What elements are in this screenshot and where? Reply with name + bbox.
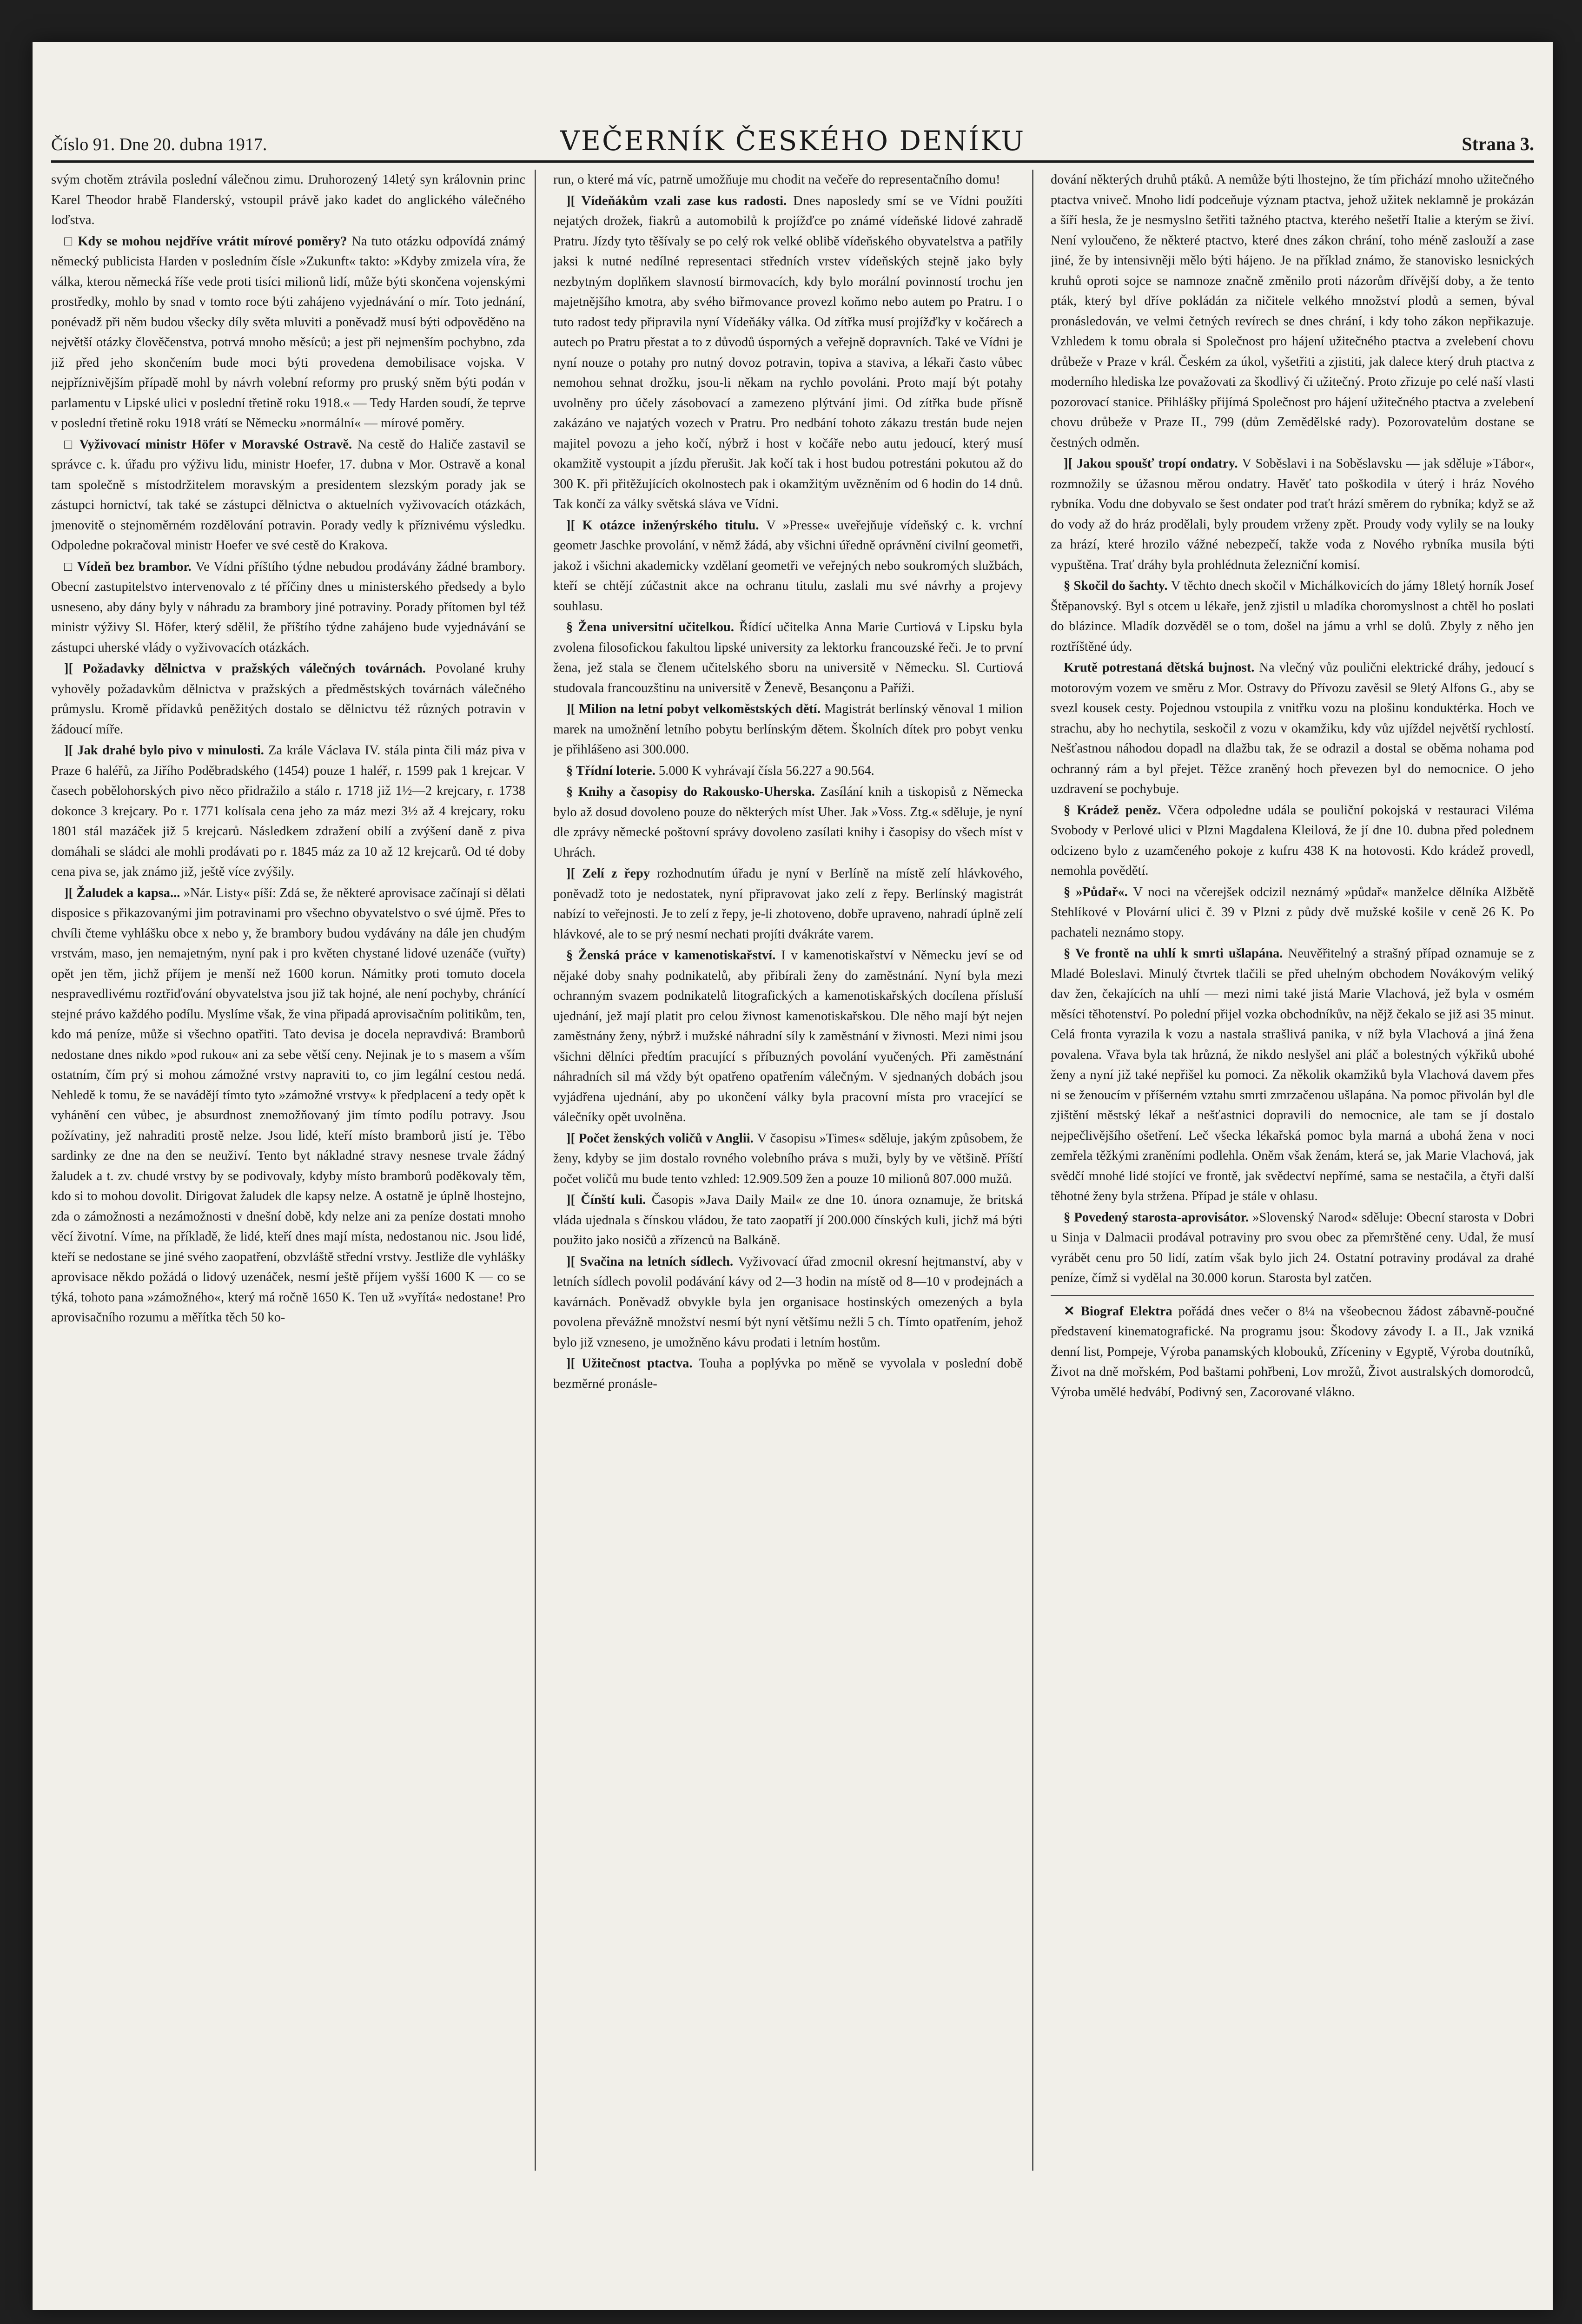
article-body: Zasílání knih a tiskopisů z Německa bylo až dosud dovoleno pouze do některých míst Uher. Jak »Voss. Ztg.« sděluje, je nyní dle zprávy německé poštovní správy dovoleno zasílati knihy i časopisy do všech míst v Uhrách. bbox=[553, 785, 1023, 860]
article-paragraph bbox=[51, 557, 525, 658]
article-paragraph bbox=[51, 740, 525, 882]
article-headline: □ Kdy se mohou nejdříve vrátit mírové poměry? bbox=[64, 234, 352, 249]
article-headline: ][ Jakou spoušť tropí ondatry. bbox=[1064, 456, 1242, 471]
article-paragraph bbox=[1051, 1208, 1534, 1288]
article-body: 5.000 K vyhrávají čísla 56.227 a 90.564. bbox=[658, 763, 874, 778]
article-headline: ][ Milion na letní pobyt velkoměstských dětí. bbox=[566, 702, 825, 716]
article-body: »Slovenský Narod« sděluje: Obecní starosta v Dobri u Sinja v Dalmacii prodával potraviny pro svou obec za přemrštěné ceny. Udal, že musí vyrábět cenu pro 50 lidí, zatím však bylo jich 24. Ostatní potraviny prodával za drahé peníze, čímž si vydělal na 30.000 korun. Starosta byl zatčen. bbox=[1051, 1210, 1534, 1285]
article-body: V Soběslavi i na Soběslavsku — jak sděluje »Tábor«, rozmnožily se úžasnou měrou ondatry. Havěť tato poškodila v úterý i hráz Nového rybníka. Vodu dne dobyvalo se šest ondater pod traťt hrází směrem do rybníka; když se až do vody až do hráz prodělali, byly proudem vrženy zpět. Proudy vody vylily se na louky za hrází, které hrozilo vážné nebezpečí, takže voda z Nového rybníka musila býti vypuštěna. Trať dráhy byla prohlédnuta železniční komisí. bbox=[1051, 456, 1534, 572]
article-paragraph bbox=[553, 1353, 1023, 1394]
article-paragraph bbox=[553, 782, 1023, 863]
article-headline: § Knihy a časopisy do Rakousko-Uherska. bbox=[566, 785, 821, 799]
issue-date: Číslo 91. Dne 20. dubna 1917. bbox=[51, 135, 267, 154]
article-body: run, o které má víc, patrně umožňuje mu chodit na večeře do representačního domu! bbox=[553, 172, 1000, 187]
article-paragraph bbox=[553, 515, 1023, 617]
article-headline: ][ Užitečnost ptactva. bbox=[566, 1356, 699, 1371]
article-body: V časopisu »Times« sděluje, jakým způsobem, že ženy, kdyby se jim dostalo rovného volebního práva s muži, byly by ve většině. Příští počet voličů mu bude tento vzhled: 12.909.509 žen a pouze 10 milionů 807.000 mužů. bbox=[553, 1131, 1023, 1186]
article-paragraph bbox=[1051, 1301, 1534, 1403]
article-headline: § Skočil do šachty. bbox=[1064, 579, 1171, 593]
article-headline: ][ Žaludek a kapsa... bbox=[64, 885, 184, 900]
article-paragraph bbox=[1051, 576, 1534, 657]
article-body: Dnes naposledy smí se ve Vídni použíti nejatých drožek, fiakrů a automobilů k projížďce po známé vídeňské lidové zahradě Pratru. Jízdy tyto těšívaly se po celý rok velké oblibě vídeňského obyvatelstva a patřily jaksi k nutné nedílné representaci středních vrstev vídeňských stejně jako byly nezbytným doplňkem slavností birmovacích, kdy bylo morální povinností trochu jen majetnějšího kmotra, aby svého biřmovance provezl koňmo nebo autem po Pratru. I o tuto radost tedy připravila nyní Vídeňáky válka. Od zítřka musí projížďky v kočárech a autech po Pratru přestat a to z důvodů úsporných a veřejně dopravních. Také ve Vídni je nyní nouze o potahy pro nutný dovoz potravin, topiva a staviva, a lékaři často vůbec nemohou sehnat drožku, jsou-li někam na rychlo povoláni. Proto mají být potahy uvolněny pro účely zásobovací a zamezeno plýtvání jimi. Od zítřka bude přísně zakázáno ve najatých vozech v Pratru. Pro nedbání tohoto zákazu trestán bude nejen majitel povozu a jeho kočí, nýbrž i host v kočáře nebo autu jedoucí, který musí okamžitě vystoupit a jízdu přerušit. Jak kočí tak i host budou potrestáni pokutou až do 300 K. při přitěžujících okolnostech pak i okamžitým uvězněním od 6 hodin do 14 dnů. Tak končí za války světská sláva ve Vídni. bbox=[553, 193, 1023, 511]
article-headline: ][ K otázce inženýrského titulu. bbox=[566, 518, 767, 533]
article-body: svým chotěm ztrávila poslední válečnou zimu. Druhorozený 14letý syn královnin princ Karel Theodor hrabě Flanderský, vstoupil právě jako kadet do anglického válečného loďstva. bbox=[51, 172, 525, 227]
article-paragraph bbox=[553, 945, 1023, 1128]
article-body: Na tuto otázku odpovídá známý německý publicista Harden v posledním čísle »Zukunft« takto: »Kdyby zmizela víra, že válka, kterou německá říše vede proti tisíci milionů lidí, může býti skončena vojenskými prostředky, mohlo by snad v tomto roce býti zahájeno vyjednávání o mír. Toto jednání, ponévadž při něm budou všecky díly světa mluviti a poněvadž musí býti odpověděno na největší otázky člověčenstva, potrvá mnoho měsíců; a jest při nejmenším pochybno, zda již před jeho skončením bude moci býti provedena demobilisace vojska. V nejpříznivějším případě mohl by návrh volební reformy pro pruský sněm býti podán v parlamentu v Lipské ulici v poslední třetině roku 1918.« — Tedy Harden soudí, že teprve v poslední třetině roku 1918 vrátí se Německu »normální« — mírové poměry. bbox=[51, 234, 525, 430]
article-paragraph bbox=[51, 435, 525, 556]
article-headline: § Žena universitní učitelkou. bbox=[566, 620, 740, 634]
article-body: Řídící učitelka Anna Marie Curtiová v Lipsku byla zvolena filosofickou fakultou lipské university za lektorku francouzské řeči. Je to první žena, jež stala se členem učitelského sboru na universitě v Německu. Sl. Curtiová studovala francouzštinu na universitě v Ženevě, Besançonu a Paříži. bbox=[553, 620, 1023, 695]
article-headline: ][ Svačina na letních sídlech. bbox=[566, 1254, 738, 1269]
page-number: Strana 3. bbox=[1462, 133, 1534, 154]
article-headline: ][ Čínští kuli. bbox=[566, 1193, 652, 1207]
article-paragraph bbox=[1051, 454, 1534, 575]
article-body: V »Presse« uveřejňuje vídeňský c. k. vrchní geometr Jaschke provolání, v němž žádá, aby všichni úředně oprávnění civilní geometři, jakož i všichni akademicky vzdělaní geometři ve veřejných nebo soukromých službách, kteří se chtějí zúčastnit akce na ochranu titulu, zaslali mu své návrhy a projevy souhlasu. bbox=[553, 518, 1023, 614]
article-headline: § Povedený starosta-aprovisátor. bbox=[1064, 1210, 1253, 1225]
article-paragraph bbox=[553, 1190, 1023, 1251]
article-body: Na vlečný vůz poulični elektrické dráhy, jedoucí s motorovým vozem ve směru z Mor. Ostravy do Přívozu zavěsil se 9letý Alfons G., aby se svezl kousek cesty. Pojednou vstoupila z vnitřku vozu na plošinu konduktérka. Hoch ve strachu, aby ho nechytila, seskočil z vozu v okamžiku, kdy vůz ujíždel největší rychlostí. Nešťastnou náhodou dopadl na dlažbu tak, že se odrazil a dostal se oběma nohama pod ochranný rám a byl přejet. Těžce zraněný hoch převezen byl do nemocnice. O jeho uzdravení se pochybuje. bbox=[1051, 660, 1534, 796]
column-2 bbox=[553, 170, 1023, 2291]
article-body: Touha a poplývka po měně se vyvolala v poslední době bezměrné pronásle- bbox=[553, 1356, 1023, 1391]
article-body: I v kamenotiskařství v Německu jeví se od nějaké doby snahy podnikatelů, aby přibírali ženy do zaměstnání. Nyní byla mezi ochranným svazem podnikatelů litografických a kamenotiskařských docílena přísluší ujednání, jež mají platit pro celou živnost kamenotiskařskou. Dle něho mají být nejen zaměstnány ženy, nýbrž i mužské náhradní síly k zaměstnání v živnosti. Mezi nimi jsou všichni dělníci předtím pracující s příbuzných povolání vyučených. Při zaměstnání náhradních sil má vždy být opatřeno opatřením válečným. V sjednaných dobách jsou vyjádřena ujednání, aby po ukončení války byla pracovní místa pro vracející se válečníky opět uvolněna. bbox=[553, 948, 1023, 1124]
article-columns bbox=[51, 170, 1534, 2291]
article-paragraph bbox=[553, 170, 1023, 190]
article-paragraph bbox=[553, 761, 1023, 781]
article-headline: ][ Počet ženských voličů v Anglii. bbox=[566, 1131, 757, 1146]
article-body: Časopis »Java Daily Mail« ze dne 10. února oznamuje, že britská vláda ujednala s čínskou vládou, že tato zaopatří jí 200.000 čínských kuli, jichž má býti použito jako nosičů a zřízenců na Balkáně. bbox=[553, 1193, 1023, 1248]
article-paragraph bbox=[1051, 170, 1534, 453]
article-headline: § Krádež peněz. bbox=[1064, 803, 1168, 818]
article-paragraph bbox=[1051, 882, 1534, 943]
article-headline: □ Vyživovací ministr Höfer v Moravské Ostravě. bbox=[64, 437, 357, 452]
article-body: Povolané kruhy vyhověly požadavkům dělnictva v pražských a předměstských továrnách válečného průmyslu. Kromě přídavků peněžitých dostalo se dělnictvu též různých potravin v žádoucí míře. bbox=[51, 661, 525, 737]
article-body: Vyživovací úřad zmocnil okresní hejtmanství, aby v letních sídlech povolil podávání kávy od 2—3 hodin na místě od 8—10 v prodejnách a kavárnách. Poněvadž obvykle byla jen organisace hostinských omezených a byla povolena převážně množství nesmí být nyní většímu nežli 5 ch. Tímto opatřením, jehož bylo již vzneseno, je umožněno kávu prodati i letním hostům. bbox=[553, 1254, 1023, 1350]
article-body: Ve Vídni příštího týdne nebudou prodávány žádné brambory. Obecní zastupitelstvo intervenovalo z té příčiny dnes u ministerského předsedy a bylo usneseno, aby dány byly v náhradu za brambory jiné potraviny. Porady přítomen byl též ministr výživy Sl. Höfer, který sdělil, že příštího týdne zahájeno bude vyjednávání se zástupci uherské vlády o vyživovacích otázkách. bbox=[51, 559, 525, 655]
article-paragraph bbox=[51, 883, 525, 1328]
article-headline: ][ Zelí z řepy bbox=[566, 866, 657, 881]
article-paragraph bbox=[553, 699, 1023, 760]
article-body: Magistrát berlínský věnoval 1 milion marek na umožnění letního pobytu berlínským dětem. Školních dítek pro pobyt venku je přihlášeno asi 300.000. bbox=[553, 702, 1023, 757]
article-body: Včera odpoledne udála se pouliční pokojská v restauraci Viléma Svobody v Perlové ulici v Plzni Magdalena Kleilová, že jí dne 10. dubna před polednem odcizeno bylo z uzamčeného pokoje z kufru 438 K na hotovosti. Kdo krádež provedl, nemohla povědětí. bbox=[1051, 803, 1534, 878]
article-paragraph bbox=[51, 170, 525, 231]
article-body: rozhodnutím úřadu je nyní v Berlíně na místě zelí hlávkového, poněvadž toto je nedostatek, nyní připravovat jako zelí z řepy. Berlínský magistrát nabízí to veřejnosti. Je to zelí z řepy, je-li zhotoveno, dobře upraveno, nahradí úplně zelí hlávkové, ale to se prý nesmí nechati projíti dvákráte varem. bbox=[553, 866, 1023, 942]
article-headline: § Ve frontě na uhlí k smrti ušlapána. bbox=[1064, 946, 1288, 961]
article-body: »Nár. Listy« píší: Zdá se, že některé aprovisace začínají si dělati disposice s přikazovanými jim potravinami pro všechno obyvatelstvo o své újmě. Přes to chvíli čteme vyhlášku obce x nebo y, že brambory budou vydávány na dále jen chudým vrstvám, maso, jen nemajetným, nyní pak i pro květen chystané lidové uzenáče (vuřty) opět jen těm, jichž příjem je menší než 1600 korun. Námitky proti tomuto docela nespravedlivému roztřiďování obyvatelstva jsou již tak hojné, ale není pochyby, chránící stejné právo každého podílu. Myslíme však, že vina připadá aprovisačním politikům, ten, kdo má peníze, může si všechno opatřiti. Tato devisa je docela nepravdivá: Bramborů nedostane dnes nikdo »pod rukou« ani za sebe větší ceny. Nejinak je to s masem a vším ostatním, čím prý si mohou zámožné vrstvy napraviti to, co jim legální cestou nedá. Nehledě k tomu, že se navádějí tímto tyto »zámožné vrstvy« k předplacení a tedy opět k vyhánění cen vůbec, je absurdnost znemožňovaný jim tímto podílu potravy. Jsou požívatiny, jež nahraditi prostě nelze. Jsou lidé, kteří místo bramborů jistí je. Těbo sardinky ze dne na den se neuživí. Tento byt nákladné stravy nesnese trvale žádný žaludek a t. zv. chudé vrstvy by se podivovaly, kdyby místo bramborů poděkovaly těm, kdo si to mohou dovolit. Dirigovat žaludek dle kapsy nelze. A ostatně je úplně lhostejno, zda o zámožnosti a nezámožnosti v dnešní době, kdy nelze ani za peníze dostati mnoho věcí životní. Víme, na příkladě, že lidé, kteří dnes mají místa, nedostanou nic. Jsou lidé, kteří se nedostane se jiné svého zaopatření, obzvláště střední vrstvy. Jestliže dle vyhlášky aprovisace někdo požádá o lidový uzenáček, nesmí ještě příjem vyšší 1600 K — co se týká, tohoto pana »zámožného«, který má ročně 1650 K. Ten už »vyřítá« nedostane! Pro aprovisačního rozumu a měřítka těch 50 ko- bbox=[51, 885, 525, 1325]
article-body: pořádá dnes večer o 8¼ na všeobecnou žádost zábavně-poučné představení kinematografické. Na programu jsou: Škodovy závody I. a II., Jak vzniká denní list, Pompeje, Výroba panamských klobouků, Zříceniny v Egyptě, Výroba doutníků, Život na dně mořském, Pod baštami pohřbeni, Lov mrožů, Život australských domorodců, Výroba umělé hedvábí, Podivný sen, Zacorované vlákno. bbox=[1051, 1304, 1534, 1400]
article-paragraph bbox=[51, 231, 525, 434]
article-headline: ][ Vídeňákům vzali zase kus radosti. bbox=[566, 193, 794, 208]
article-headline: □ Vídeň bez brambor. bbox=[64, 559, 196, 574]
article-body: V noci na včerejšek odcizil neznámý »půdař« manželce dělníka Alžbětě Stehlíkové v Plovární ulici č. 39 v Plzni z půdy dvě mužské košile v ceně 26 K. Po pachateli neznámo stopy. bbox=[1051, 885, 1534, 940]
column-3 bbox=[1051, 170, 1534, 2291]
article-body: Za krále Václava IV. stála pinta čili máz piva v Praze 6 haléřů, za Jiřího Poděbradského (1454) pouze 1 haléř, r. 1599 pak 1 krejcar. V časech pobělohorských pivo něco přidražilo a stálo r. 1718 již 1½—2 krejcary, r. 1738 dokonce 3 krejcary. Po r. 1771 kolísala cena jeho za máz mezi 3½ až 4 krejcary, roku 1801 stál mazáček již 5 krejcarů. Následkem zdražení obilí a zvýšení daně z piva domáhali se sládci ale mohli prodávati po r. 1845 máz za 10 až 12 krejcarů. Od té doby cena piva se, jak známo již, ještě více zvýšily. bbox=[51, 743, 525, 879]
article-paragraph bbox=[51, 659, 525, 739]
article-paragraph bbox=[553, 191, 1023, 515]
article-paragraph bbox=[553, 1252, 1023, 1353]
newspaper-title: VEČERNÍK ČESKÉHO DENÍKU bbox=[560, 125, 1026, 157]
article-body: Na cestě do Haliče zastavil se správce c. k. úřadu pro výživu lidu, ministr Hoefer, 17. dubna v Mor. Ostravě a konal tam společně s místodržitelem moravským a presidentem slezským porady jak se zástupci hornictví, tak také se zástupci dělnictva o aktuelních vyživovacích otázkách, jmenovitě o stejnoměrném rozdělování potravin. Porady vedly k příznivému výsledku. Odpoledne pokračoval ministr Hoefer ve své cestě do Krakova. bbox=[51, 437, 525, 553]
article-headline: ✕ Biograf Elektra bbox=[1064, 1304, 1178, 1319]
article-headline: ][ Jak drahé bylo pivo v minulosti. bbox=[64, 743, 269, 758]
article-body: dování některých druhů ptáků. A nemůže býti lhostejno, že tím přichází mnoho užitečného ptactva vniveč. Mnoho lidí podceňuje význam ptactva, jehož užitek neklamně je prokázán a šíří hesla, že je nesmyslno šetřiti tažného ptactva, kterého nešetří Italie a kterým se živí. Není vyloučeno, že některé ptactvo, které dnes zákon chrání, toho méně zaslouží a zase jiné, že by intensivněji mělo býti hájeno. Je na příklad známo, že stanovisko lesnických kruhů oproti sojce se namnoze značně změnilo proti názorům dřívější doby, a že tento pták, který byl dříve pokládán za ničitele velkého množství plodů a semen, býval pronásledován, ve velmi četných revírech se dnes chrání, i kdy toho zákon nepřikazuje. Vzhledem k tomu obrala si Společnost pro hájení užitečného ptactva a zvelebení chovu drůbeže v Praze v král. Českém za úkol, vyšetřiti a zjistiti, jak dalece který druh ptactva z moderního hlediska lze považovati za škodlivý či užitečný. Proto zřizuje po celé naší vlasti pozorovací stanice. Přihlášky přijímá Společnost pro hájení užitečného ptactva a zvelebení chovu drůbeže v Praze II., 799 (dům Zemědělské rady). Pozorovatelům dostane se čestných odměn. bbox=[1051, 172, 1534, 450]
article-paragraph bbox=[553, 617, 1023, 698]
article-paragraph bbox=[1051, 944, 1534, 1207]
article-headline: ][ Požadavky dělnictva v pražských válečných továrnách. bbox=[64, 661, 436, 676]
article-paragraph bbox=[1051, 800, 1534, 881]
column-1 bbox=[51, 170, 525, 2291]
article-headline: Krutě potrestaná dětská bujnost. bbox=[1064, 660, 1259, 675]
article-headline: § Třídní loterie. bbox=[566, 763, 659, 778]
section-divider bbox=[1051, 1295, 1534, 1296]
article-paragraph bbox=[553, 1129, 1023, 1189]
article-paragraph bbox=[553, 864, 1023, 944]
article-headline: § »Půdař«. bbox=[1064, 885, 1133, 899]
article-body: Neuvěřitelný a strašný případ oznamuje se z Mladé Boleslavi. Minulý čtvrtek tlačili se před uhelným obchodem Novákovým veliký dav žen, čekajících na uhlí — mezi nimi také jistá Marie Vlachová, jež byla v osmém měsíci těhotenství. Po polední přijel vozka obchodníkův, na nějž čekalo se již asi 35 minut. Celá fronta vyrazila k vozu a nastala strašlivá panika, v níž byla Vlachová a jiná žena povalena. Vřava byla tak hrůzná, že nikdo neslyšel ani pláč a bolestných výkřiků ubohé ženy a nyní již také nepřišel ku pomoci. Za několik okamžiků byla Vlachová davem přes ni se ženoucím v příšerném vztahu smrti zmrzačenou ušlapána. Na pomoc přivolán byl dle zjištění městský lékař a nešťastnici dopravili do nemocnice, ale tam se jí dostalo nejpečlivějšího ošetření. Leč všecka lékařská pomoc byla marná a ubohá žena v noci zemřela těžkými zraněními podlehla. Oněm však ženám, která se, jak Marie Vlachová, jak svědčí mnohé lidé stojící ve frontě, jak svědectví nepřímé, sama se nestačila, a čtyři další těhotné ženy byla stržena. Případ je stále v ohlasu. bbox=[1051, 946, 1534, 1203]
article-headline: § Ženská práce v kamenotiskařství. bbox=[566, 948, 781, 963]
article-paragraph bbox=[1051, 658, 1534, 799]
article-body: V těchto dnech skočil v Michálkovicích do jámy 18letý horník Josef Štěpanovský. Byl s otcem u lékaře, jenž zjistil u mladíka choromyslnost a chtěl ho poslati do blázince. Mladík dozvěděl se o tom, došel na jámu a vrhl se dolů. Zbyly z něho jen roztříštěné údy. bbox=[1051, 579, 1534, 654]
